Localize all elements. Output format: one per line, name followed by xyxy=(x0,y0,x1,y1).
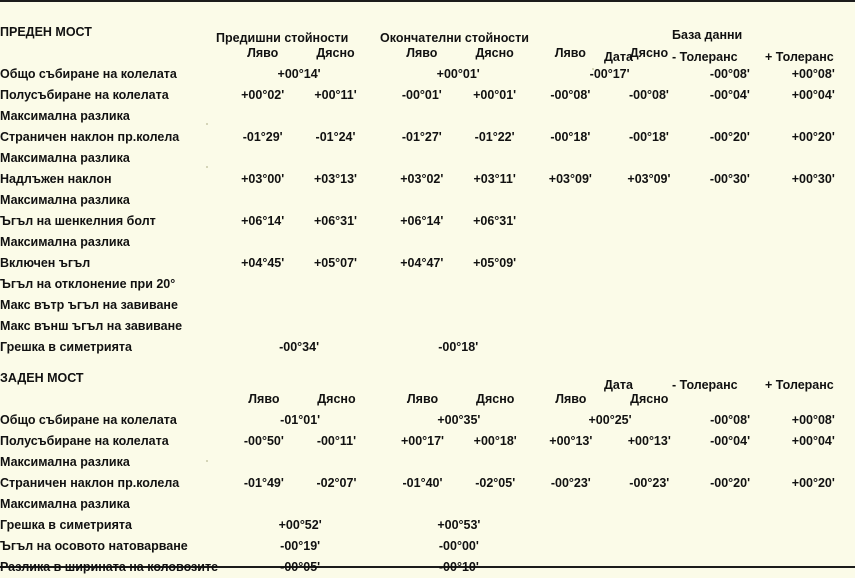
cell-fin-left: -01°40' xyxy=(402,476,443,490)
cell-db-left xyxy=(532,494,610,515)
row-label: Грешка в симетрията xyxy=(0,340,132,354)
cell-tol-plus: +00°20' xyxy=(791,476,835,490)
row-label: Грешка в симетрията xyxy=(0,518,132,532)
cell-db-left: -00°08' xyxy=(550,88,591,102)
cell-tol-minus xyxy=(688,274,771,295)
cell-db-right xyxy=(610,337,689,358)
rear-axle-rows xyxy=(0,410,855,578)
row-label: Общо събиране на колелата xyxy=(0,413,177,427)
cell-tol-minus xyxy=(689,515,772,536)
cell-prev-left: -01°29' xyxy=(242,130,283,144)
column-gap xyxy=(372,337,385,358)
cell-db-right xyxy=(610,148,689,169)
cell-prev-left xyxy=(226,274,299,295)
cell-fin-left: +06°14' xyxy=(400,214,444,228)
cell-tol-plus xyxy=(772,253,855,274)
cell-db-left xyxy=(531,190,610,211)
rear-axle-table xyxy=(0,368,855,578)
front-axle-block xyxy=(0,22,855,358)
row-label: Ъгъл на отклонение при 20° xyxy=(0,277,176,291)
row-label: Ъгъл на шенкелния болт xyxy=(0,214,156,228)
cell-fin-left xyxy=(386,494,459,515)
subheader-prev-left: Ляво xyxy=(248,392,280,406)
cell-tol-plus xyxy=(772,148,855,169)
cell-tol-minus xyxy=(689,494,772,515)
cell-tol-minus xyxy=(688,106,771,127)
column-gap xyxy=(373,515,386,536)
cell-db-right xyxy=(610,232,689,253)
cell-db-left xyxy=(531,337,610,358)
column-gap xyxy=(373,473,386,494)
cell-prev-right xyxy=(299,295,372,316)
cell-tol-plus xyxy=(772,295,855,316)
cell-previous-total: -00°19' xyxy=(280,539,321,553)
cell-db-right xyxy=(610,316,689,337)
cell-fin-right: +06°31' xyxy=(473,214,517,228)
row-label: Страничен наклон пр.колела xyxy=(0,130,180,144)
row-label: Максимална разлика xyxy=(0,235,130,249)
table-row xyxy=(0,536,855,557)
cell-prev-left xyxy=(226,295,299,316)
table-row xyxy=(0,295,855,316)
cell-tol-plus: +00°04' xyxy=(791,434,835,448)
cell-fin-right: +00°18' xyxy=(473,434,517,448)
subheader-final-left: Ляво xyxy=(406,392,439,406)
column-gap xyxy=(372,190,385,211)
column-gap xyxy=(372,106,385,127)
cell-db-right xyxy=(610,274,689,295)
cell-previous-total: +00°52' xyxy=(278,518,322,532)
table-row xyxy=(0,473,855,494)
group-header-final: Окончателни стойности xyxy=(380,31,529,45)
cell-tol-plus xyxy=(772,190,855,211)
cell-prev-left xyxy=(226,106,299,127)
cell-prev-right: -02°07' xyxy=(316,476,357,490)
cell-tol-plus: +00°08' xyxy=(791,413,835,427)
column-gap xyxy=(372,232,385,253)
cell-prev-left xyxy=(226,232,299,253)
table-row xyxy=(0,64,855,85)
table-row xyxy=(0,494,855,515)
cell-tol-minus xyxy=(688,253,771,274)
table-row xyxy=(0,169,855,190)
cell-db-right xyxy=(610,494,688,515)
cell-database-total: -00°17' xyxy=(589,67,630,81)
subheader-final-right: Дясно xyxy=(475,46,514,60)
table-row xyxy=(0,316,855,337)
cell-tol-minus: -00°04' xyxy=(710,434,751,448)
cell-final-total: +00°01' xyxy=(436,67,480,81)
cell-fin-right: -02°05' xyxy=(475,476,516,490)
cell-db-left xyxy=(531,148,610,169)
cell-prev-right: +00°11' xyxy=(314,88,357,102)
table-row xyxy=(0,190,855,211)
cell-db-left xyxy=(531,316,610,337)
group-header-date-rear: Дата xyxy=(604,378,633,392)
row-label: Ъгъл на осовото натоварване xyxy=(0,539,188,553)
cell-tol-plus: +00°30' xyxy=(791,172,835,186)
column-gap xyxy=(372,295,385,316)
cell-db-left: -00°18' xyxy=(550,130,591,144)
column-gap xyxy=(373,494,386,515)
table-row xyxy=(0,127,855,148)
cell-final-total: -00°18' xyxy=(438,340,479,354)
column-gap xyxy=(372,253,385,274)
cell-prev-right xyxy=(299,148,372,169)
cell-fin-right: +00°01' xyxy=(473,88,517,102)
group-header-database: База данни xyxy=(672,28,743,42)
group-header-previous: Предишни стойности xyxy=(216,31,349,45)
cell-prev-right xyxy=(299,274,372,295)
front-axle-subheader-row xyxy=(0,43,855,64)
cell-tol-minus xyxy=(688,337,771,358)
cell-fin-right xyxy=(459,494,532,515)
cell-db-left xyxy=(531,295,610,316)
cell-prev-right: -00°11' xyxy=(316,434,357,448)
cell-fin-right xyxy=(458,316,531,337)
group-header-tol-plus-rear: + Толеранс xyxy=(765,378,834,392)
table-row xyxy=(0,148,855,169)
front-axle-rows xyxy=(0,64,855,358)
cell-db-right xyxy=(610,515,688,536)
column-gap xyxy=(372,85,385,106)
table-row xyxy=(0,431,855,452)
group-header-tol-minus-rear: - Толеранс xyxy=(672,378,738,392)
table-row xyxy=(0,106,855,127)
cell-tol-plus xyxy=(772,337,855,358)
table-row xyxy=(0,211,855,232)
cell-tol-plus xyxy=(772,452,855,473)
cell-tol-plus xyxy=(772,536,855,557)
cell-prev-left: -00°50' xyxy=(243,434,284,448)
column-gap xyxy=(372,64,385,85)
cell-db-left xyxy=(532,536,610,557)
cell-tol-minus xyxy=(689,452,772,473)
subheader-prev-right: Дясно xyxy=(316,46,355,60)
front-axle-table xyxy=(0,22,855,358)
row-label: Максимална разлика xyxy=(0,193,130,207)
cell-tol-plus: +00°20' xyxy=(791,130,835,144)
group-header-tol-plus-front: + Толеранс xyxy=(765,50,834,64)
cell-tol-minus: -00°20' xyxy=(710,476,751,490)
cell-fin-left: -00°01' xyxy=(401,88,442,102)
cell-db-left xyxy=(532,515,610,536)
column-gap xyxy=(373,536,386,557)
cell-prev-right: +03°13' xyxy=(313,172,358,186)
cell-db-right xyxy=(610,106,689,127)
cell-prev-left: +00°02' xyxy=(241,88,285,102)
row-label: Максимална разлика xyxy=(0,151,130,165)
group-header-tol-minus-front: - Толеранс xyxy=(672,50,738,64)
column-gap xyxy=(372,274,385,295)
cell-tol-plus xyxy=(772,211,855,232)
cell-tol-minus: -00°04' xyxy=(709,88,750,102)
cell-db-left: +00°13' xyxy=(549,434,593,448)
cell-tol-minus: -00°08' xyxy=(710,413,751,427)
cell-prev-right: +05°07' xyxy=(313,256,358,270)
cell-fin-right xyxy=(458,148,531,169)
cell-prev-right xyxy=(299,190,372,211)
cell-tol-minus xyxy=(688,148,771,169)
cell-prev-left: +04°45' xyxy=(241,256,285,270)
cell-prev-left: +03°00' xyxy=(241,172,285,186)
row-label: Максимална разлика xyxy=(0,109,130,123)
cell-fin-left: +04°47' xyxy=(400,256,444,270)
table-row xyxy=(0,232,855,253)
cell-tol-minus xyxy=(688,232,771,253)
cell-tol-plus: +00°04' xyxy=(791,88,835,102)
table-row xyxy=(0,274,855,295)
cell-prev-right: -01°24' xyxy=(315,130,356,144)
section-title-rear: ЗАДЕН МОСТ xyxy=(0,371,84,385)
cell-tol-minus xyxy=(688,295,771,316)
subheader-db-left: Ляво xyxy=(555,392,587,406)
subheader-prev-left: Ляво xyxy=(247,46,279,60)
cell-fin-left xyxy=(385,190,458,211)
rear-axle-title-row xyxy=(0,368,855,389)
rear-axle-block xyxy=(0,368,855,578)
cell-fin-left xyxy=(385,232,458,253)
cell-fin-right xyxy=(458,106,531,127)
cell-prev-left xyxy=(228,494,301,515)
column-gap xyxy=(372,169,385,190)
rear-axle-subheader-row xyxy=(0,389,855,410)
cell-tol-minus xyxy=(688,190,771,211)
cell-prev-left xyxy=(228,452,301,473)
cell-db-right xyxy=(610,190,689,211)
column-gap xyxy=(373,410,386,431)
cell-tol-plus: +00°08' xyxy=(791,67,835,81)
cell-prev-left: +06°14' xyxy=(241,214,285,228)
cell-previous-total: -01°01' xyxy=(280,413,321,427)
cell-prev-right: +06°31' xyxy=(313,214,358,228)
subheader-db-right: Дясно xyxy=(630,392,669,406)
cell-tol-plus xyxy=(772,232,855,253)
row-label: Макс външ ъгъл на завиване xyxy=(0,319,183,333)
cell-db-right: +00°13' xyxy=(627,434,671,448)
cell-prev-left xyxy=(226,316,299,337)
table-row xyxy=(0,85,855,106)
subheader-final-left: Ляво xyxy=(406,46,438,60)
cell-tol-plus xyxy=(772,494,855,515)
column-gap xyxy=(373,452,386,473)
cell-prev-right xyxy=(299,232,372,253)
cell-db-left: +03°09' xyxy=(548,172,592,186)
cell-fin-left: -01°27' xyxy=(401,130,442,144)
cell-tol-plus xyxy=(772,316,855,337)
cell-fin-right xyxy=(458,232,531,253)
cell-tol-minus: -00°20' xyxy=(709,130,750,144)
row-label: Макс вътр ъгъл на завиване xyxy=(0,298,178,312)
cell-db-left xyxy=(531,232,610,253)
cell-fin-right xyxy=(458,295,531,316)
cell-db-right xyxy=(610,295,689,316)
table-row xyxy=(0,253,855,274)
table-row xyxy=(0,410,855,431)
cell-db-left xyxy=(532,452,610,473)
cell-tol-minus: -00°08' xyxy=(709,67,750,81)
subheader-db-right: Дясно xyxy=(629,46,669,60)
cell-fin-right xyxy=(458,190,531,211)
cell-fin-left: +00°17' xyxy=(400,434,445,448)
column-gap xyxy=(372,316,385,337)
row-label: Полусъбиране на колелата xyxy=(0,434,169,448)
table-row xyxy=(0,337,855,358)
row-label: Полусъбиране на колелата xyxy=(0,88,169,102)
cell-final-total: -00°10' xyxy=(438,560,479,574)
subheader-final-right: Дясно xyxy=(476,392,515,406)
cell-db-right: -00°18' xyxy=(628,130,669,144)
cell-fin-right xyxy=(459,452,532,473)
front-axle-title-row xyxy=(0,22,855,43)
cell-db-right: -00°23' xyxy=(629,476,670,490)
cell-prev-right xyxy=(300,452,373,473)
cell-db-left xyxy=(531,274,610,295)
cell-db-right: -00°08' xyxy=(628,88,669,102)
cell-fin-left xyxy=(385,106,458,127)
cell-db-right xyxy=(610,452,688,473)
cell-tol-minus xyxy=(689,536,772,557)
row-label: Разлика в ширината на коловозите xyxy=(0,560,219,574)
column-gap xyxy=(373,431,386,452)
cell-tol-minus xyxy=(688,316,771,337)
cell-db-left xyxy=(531,106,610,127)
cell-fin-left: +03°02' xyxy=(400,172,444,186)
cell-fin-left xyxy=(385,295,458,316)
row-label: Страничен наклон пр.колела xyxy=(0,476,180,490)
cell-tol-plus xyxy=(772,515,855,536)
cell-tol-minus: -00°30' xyxy=(709,172,750,186)
cell-fin-right xyxy=(458,274,531,295)
table-row xyxy=(0,515,855,536)
cell-final-total: -00°00' xyxy=(438,539,479,553)
cell-prev-right xyxy=(299,316,372,337)
cell-db-left xyxy=(531,253,610,274)
cell-tol-minus xyxy=(688,211,771,232)
top-divider xyxy=(0,0,855,2)
cell-database-total: +00°25' xyxy=(588,413,632,427)
column-gap xyxy=(372,148,385,169)
cell-db-right xyxy=(610,211,689,232)
subheader-prev-right: Дясно xyxy=(317,392,356,406)
row-label: Максимална разлика xyxy=(0,455,130,469)
cell-fin-left xyxy=(385,316,458,337)
column-gap xyxy=(372,127,385,148)
cell-final-total: +00°53' xyxy=(437,518,481,532)
cell-db-right xyxy=(610,536,688,557)
row-label: Включен ъгъл xyxy=(0,256,91,270)
cell-tol-plus xyxy=(772,274,855,295)
subheader-db-left: Ляво xyxy=(554,46,586,60)
column-gap xyxy=(372,211,385,232)
cell-prev-left xyxy=(226,190,299,211)
cell-fin-left xyxy=(386,452,459,473)
cell-final-total: +00°35' xyxy=(437,413,481,427)
cell-previous-total: -00°05' xyxy=(280,560,321,574)
row-label: Надлъжен наклон xyxy=(0,172,112,186)
cell-db-right xyxy=(610,253,689,274)
cell-db-left xyxy=(531,211,610,232)
cell-tol-plus xyxy=(772,106,855,127)
cell-previous-total: +00°14' xyxy=(277,67,321,81)
cell-db-left: -00°23' xyxy=(550,476,591,490)
cell-prev-right xyxy=(299,106,372,127)
cell-prev-left: -01°49' xyxy=(243,476,284,490)
cell-previous-total: -00°34' xyxy=(279,340,320,354)
cell-fin-right: +03°11' xyxy=(473,172,516,186)
row-label: Максимална разлика xyxy=(0,497,130,511)
cell-fin-left xyxy=(385,274,458,295)
cell-prev-right xyxy=(300,494,373,515)
cell-fin-right: -01°22' xyxy=(474,130,515,144)
group-header-date-front: Дата xyxy=(604,50,633,64)
cell-fin-right: +05°09' xyxy=(473,256,517,270)
cell-prev-left xyxy=(226,148,299,169)
row-label: Общо събиране на колелата xyxy=(0,67,177,81)
section-title-front: ПРЕДЕН МОСТ xyxy=(0,25,92,39)
cell-fin-left xyxy=(385,148,458,169)
cell-db-right: +03°09' xyxy=(627,172,671,186)
table-row xyxy=(0,452,855,473)
